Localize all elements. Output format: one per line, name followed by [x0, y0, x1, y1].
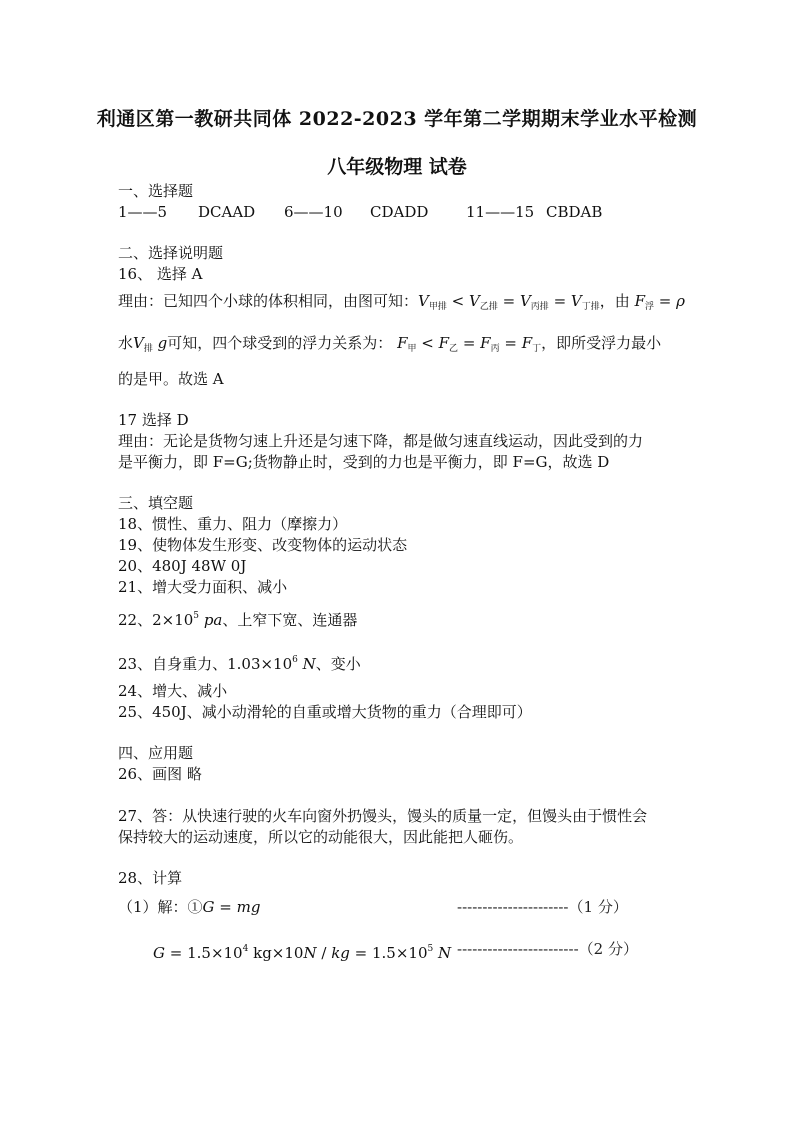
q28-step-2-score: ------------------------（2 分） — [457, 940, 638, 958]
range-11-15: 11——15 — [466, 203, 535, 221]
q16-text-a: 理由：已知四个小球的体积相同，由图可知： — [118, 292, 419, 310]
q28-weight-calc: $G = 1.5\times 10^4$ kg×10N / kg = $1.5\times 10^5$ N — [153, 944, 452, 962]
answers-6-10: CDADD — [370, 203, 429, 221]
section-apply-heading: 四、应用题 — [118, 744, 194, 762]
q16-text-b: ，由 — [599, 292, 630, 310]
choice-answers-row — [118, 202, 602, 222]
range-1-5: 1——5 — [118, 203, 168, 221]
q16-reason-line-3: 的是甲。故选 A — [118, 370, 224, 388]
q16-reason-line-2 — [118, 333, 661, 359]
q28-step-1 — [118, 897, 260, 917]
q22-label: 22、 — [118, 611, 153, 629]
q16-heading: 16、 选择 A — [118, 265, 203, 283]
range-6-10: 6——10 — [284, 203, 343, 221]
q16-text-c: 可知，四个球受到的浮力关系为： — [167, 334, 393, 352]
q16-text-d: ，即所受浮力最小 — [541, 334, 662, 352]
q16-reason-line-1 — [118, 291, 685, 317]
q28-step-1-label: （1）解：① — [118, 898, 203, 916]
q20-answer: 20、480J 48W 0J — [118, 557, 247, 575]
section-choice-heading: 一、选择题 — [118, 182, 194, 200]
section-explain-heading: 二、选择说明题 — [118, 244, 224, 262]
answers-1-5: DCAAD — [198, 203, 256, 221]
answers-11-15: CBDAB — [546, 203, 603, 221]
q21-answer: 21、增大受力面积、减小 — [118, 578, 288, 596]
section-fill-heading: 三、填空题 — [118, 494, 194, 512]
exam-title: 利通区第一教研共同体 2022-2023 学年第二学期期末学业水平检测 — [96, 108, 698, 130]
q16-archimedes-formula: $V_排$ g — [133, 334, 168, 354]
q28-step-2 — [153, 939, 451, 963]
q22-text: 、上窄下宽、连通器 — [222, 611, 358, 629]
q28-heading: 28、计算 — [118, 869, 183, 887]
q16-buoyancy-symbol: $F_浮 = \rho$ — [634, 292, 685, 312]
q17-heading: 17 选择 D — [118, 411, 189, 429]
q16-force-formula: $F_甲 < F_乙 = F_丙 = F_丁$ — [397, 334, 542, 354]
q27-line-1: 27、答：从快速行驶的火车向窗外扔馒头，馒头的质量一定，但馒头由于惯性会 — [118, 807, 648, 825]
q18-answer: 18、惯性、重力、阻力（摩擦力） — [118, 515, 348, 533]
exam-subtitle: 八年级物理 试卷 — [327, 156, 467, 178]
q16-text-water: 水 — [118, 334, 134, 352]
q19-answer: 19、使物体发生形变、改变物体的运动状态 — [118, 536, 408, 554]
q22-answer — [118, 606, 357, 630]
q16-volume-formula: $V_{甲排} < V_{乙排} = V_{丙排} = V_{丁排}$ — [418, 292, 600, 312]
q22-pressure-value: $2\times 10^5$ pa — [152, 611, 223, 629]
q17-reason-line-2: 是平衡力，即 F=G;货物静止时，受到的力也是平衡力，即 F=G，故选 D — [118, 453, 610, 471]
q23-label: 23、自身重力、 — [118, 655, 228, 673]
q28-weight-formula: G = mg — [202, 898, 261, 916]
q27-line-2: 保持较大的运动速度，所以它的动能很大，因此能把人砸伤。 — [118, 828, 524, 846]
q24-answer: 24、增大、减小 — [118, 682, 228, 700]
q23-text: 、变小 — [315, 655, 361, 673]
q28-step-1-score: ----------------------（1 分） — [457, 898, 628, 916]
q23-force-value: $1.03\times 10^6$ N — [227, 655, 316, 673]
q26-answer: 26、画图 略 — [118, 765, 202, 783]
q25-answer: 25、450J、减小动滑轮的自重或增大货物的重力（合理即可） — [118, 703, 532, 721]
q23-answer — [118, 650, 361, 674]
q17-reason-line-1: 理由：无论是货物匀速上升还是匀速下降，都是做匀速直线运动，因此受到的力 — [118, 432, 644, 450]
